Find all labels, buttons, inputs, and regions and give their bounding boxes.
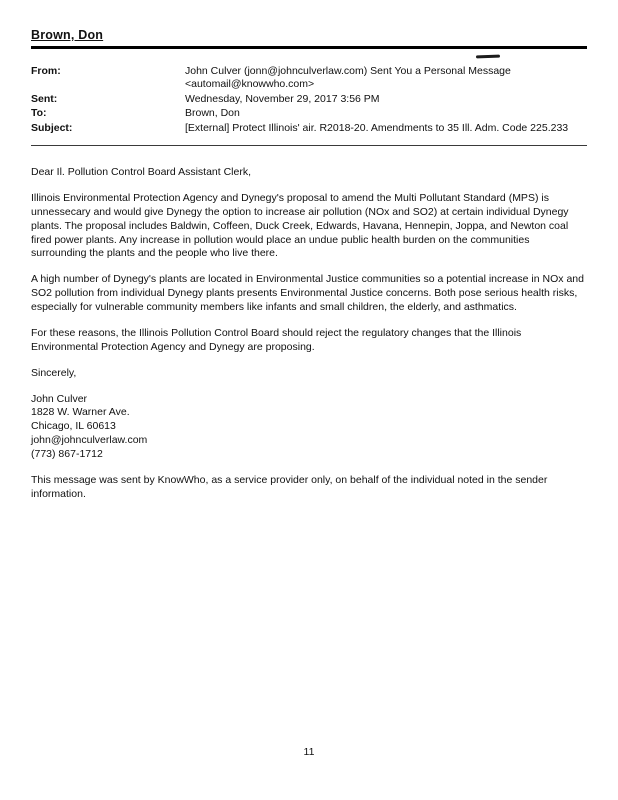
recipient-name: Brown, Don (31, 28, 104, 42)
email-body (31, 166, 587, 501)
signature-name: John Culver (31, 392, 88, 405)
header-value-subject: [External] Protect Illinois' air. R2018-20. Amendments to 35 Ill. Adm. Code 225.233 (185, 121, 569, 134)
signature-phone: (773) 867-1712 (31, 447, 103, 460)
header-body-divider (31, 145, 587, 146)
email-headers (31, 65, 587, 135)
header-row-to (31, 107, 587, 120)
page-number: 11 (303, 746, 315, 758)
signature-block (31, 393, 587, 462)
header-row-from (31, 65, 587, 92)
header-label-from: From: (31, 65, 61, 77)
signature-city: Chicago, IL 60613 (31, 420, 116, 433)
from-value-line2: <automail@knowwho.com> (185, 78, 315, 91)
body-paragraph-1: Illinois Environmental Protection Agency and Dynegy's proposal to amend the Multi Pollutant Standard (MPS) is unnessecary and would give Dynegy the option to increase air pollution (NOx and SO2) at certain individual Dynegy plants. The proposal includes Baldwin, Coffeen, Duck Creek, Edwards, Havana, Hennepin, Joppa, and Newton coal fired power plants. Any increase in pollution would place an undue public health burden on the communities surrounding the plants and the people who live there. (31, 192, 569, 260)
body-paragraph-3: For these reasons, the Illinois Pollution Control Board should reject the regulatory changes that the Illinois Environmental Protection Agency and Dynegy are proposing. (31, 326, 522, 353)
disclaimer: This message was sent by KnowWho, as a service provider only, on behalf of the individual noted in the sender information. (31, 473, 548, 500)
closing: Sincerely, (31, 366, 77, 379)
header-row-subject (31, 122, 587, 135)
header-label-to: To: (31, 107, 47, 120)
from-value-line1: John Culver (jonn@johnculverlaw.com) Sent You a Personal Message (185, 65, 511, 77)
header-value-to: Brown, Don (185, 107, 240, 120)
header-value-from (185, 65, 587, 92)
header-rule (31, 46, 587, 49)
header-row-sent (31, 93, 587, 106)
signature-email: john@johnculverlaw.com (31, 434, 148, 447)
body-paragraph-2: A high number of Dynegy's plants are located in Environmental Justice communities so a potential increase in NOx and SO2 pollution from individual Dynegy plants presents Environmental Justice concerns. Both pose serious health risks, especially for vulnerable community members like infants and small children, the elderly, and asthmatics. (31, 273, 584, 314)
header-label-sent: Sent: (31, 92, 58, 105)
greeting: Dear Il. Pollution Control Board Assistant Clerk, (31, 166, 252, 179)
header-label-subject: Subject: (31, 121, 73, 134)
header-value-sent: Wednesday, November 29, 2017 3:56 PM (185, 92, 380, 105)
signature-street: 1828 W. Warner Ave. (31, 406, 130, 419)
ink-mark (476, 55, 500, 59)
